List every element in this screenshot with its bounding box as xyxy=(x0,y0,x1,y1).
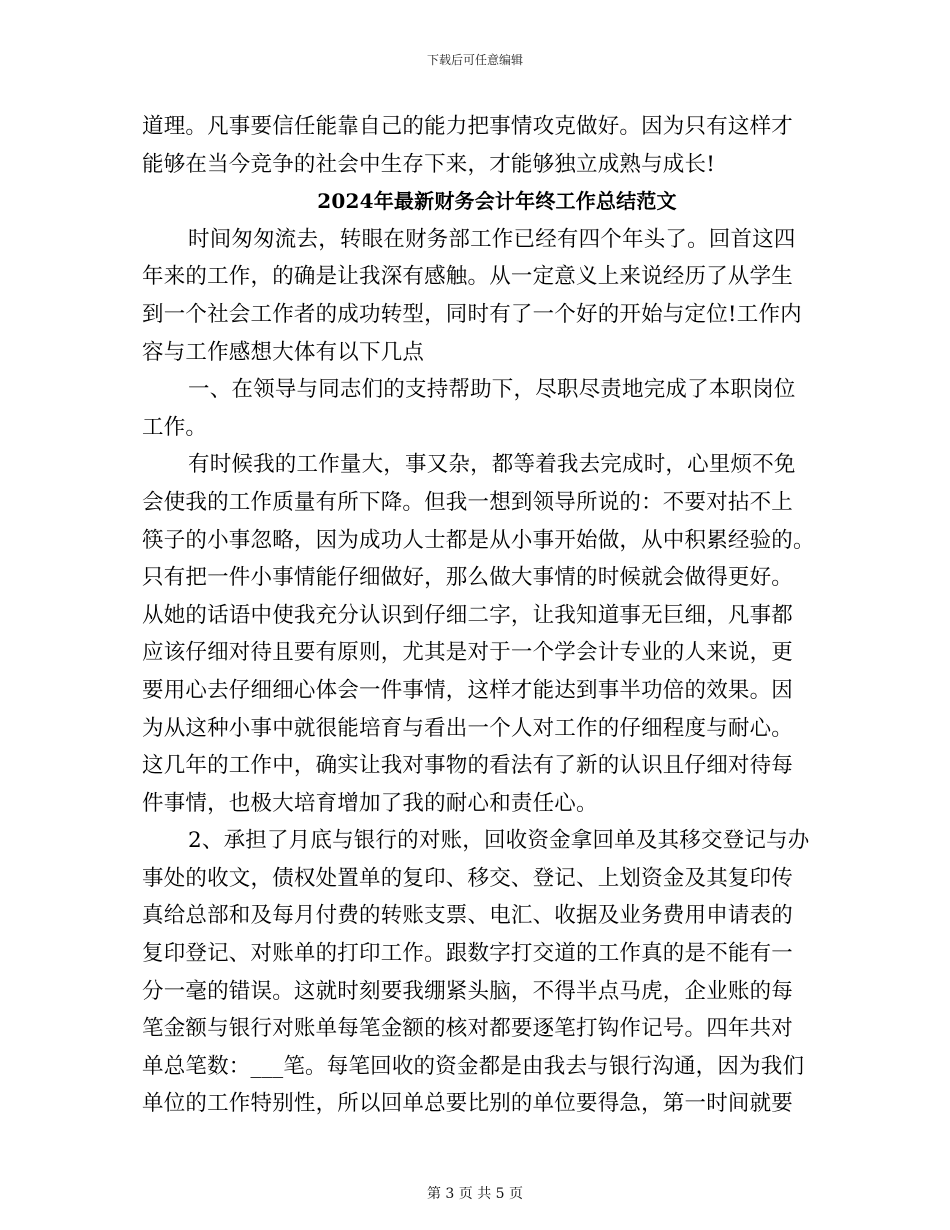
text-line: 道理。凡事要信任能靠自己的能力把事情攻克做好。因为只有这样才 xyxy=(142,114,794,139)
text-line: 工作。 xyxy=(142,414,208,440)
text-line: 笔金额与银行对账单每笔金额的核对都要逐笔打钩作记号。四年共对 xyxy=(142,1016,794,1042)
text-line: 复印登记、对账单的打印工作。跟数字打交道的工作真的是不能有一 xyxy=(142,941,794,967)
text-line: 时间匆匆流去，转眼在财务部工作已经有四个年头了。回首这四 xyxy=(188,226,796,252)
text-line: 一、在领导与同志们的支持帮助下，尽职尽责地完成了本职岗位 xyxy=(188,377,796,403)
text-line: 单位的工作特别性，所以回单总要比别的单位要得急，第一时间就要 xyxy=(142,1091,794,1117)
text-line: 筷子的小事忽略，因为成功人士都是从小事开始做，从中积累经验的。 xyxy=(142,527,815,553)
text-line: 有时候我的工作量大，事又杂，都等着我去完成时，心里烦不免 xyxy=(188,452,796,478)
text-line: 容与工作感想大体有以下几点 xyxy=(142,339,425,365)
text-line: 从她的话语中使我充分认识到仔细二字，让我知道事无巨细，凡事都 xyxy=(142,602,794,628)
text-line: 件事情，也极大培育增加了我的耐心和责任心。 xyxy=(142,790,598,816)
document-title: 2024年最新财务会计年终工作总结范文 xyxy=(317,189,677,214)
text-line: 真给总部和及每月付费的转账支票、电汇、收据及业务费用申请表的 xyxy=(142,903,794,929)
document-body xyxy=(142,108,815,1123)
text-line: 为从这种小事中就很能培育与看出一个人对工作的仔细程度与耐心。 xyxy=(142,715,794,741)
text-line: 2、承担了月底与银行的对账，回收资金拿回单及其移交登记与办 xyxy=(188,828,810,854)
text-line: 到一个社会工作者的成功转型，同时有了一个好的开始与定位!工作内 xyxy=(142,301,802,327)
text-line: 只有把一件小事情能仔细做好，那么做大事情的时候就会做得更好。 xyxy=(142,565,794,591)
text-line: 这几年的工作中，确实让我对事物的看法有了新的认识且仔细对待每 xyxy=(142,753,794,779)
text-line: 分一毫的错误。这就时刻要我绷紧头脑，不得半点马虎，企业账的每 xyxy=(142,978,794,1004)
text-line: 事处的收文，债权处置单的复印、移交、登记、上划资金及其复印传 xyxy=(142,865,794,891)
text-line: 单总笔数：___笔。每笔回收的资金都是由我去与银行沟通，因为我们 xyxy=(142,1053,805,1079)
text-line: 年来的工作，的确是让我深有感触。从一定意义上来说经历了从学生 xyxy=(142,264,794,290)
text-line: 应该仔细对待且要有原则，尤其是对于一个学会计专业的人来说，更 xyxy=(142,640,794,666)
text-line: 能够在当今竞争的社会中生存下来，才能够独立成熟与成长! xyxy=(142,151,716,177)
page-number-footer: 第 3 页 共 5 页 xyxy=(426,1186,524,1202)
text-line: 会使我的工作质量有所下降。但我一想到领导所说的：不要对拈不上 xyxy=(142,489,794,515)
page-header: 下载后可任意编辑 xyxy=(426,53,523,67)
text-line: 要用心去仔细细心体会一件事情，这样才能达到事半功倍的效果。因 xyxy=(142,677,794,703)
